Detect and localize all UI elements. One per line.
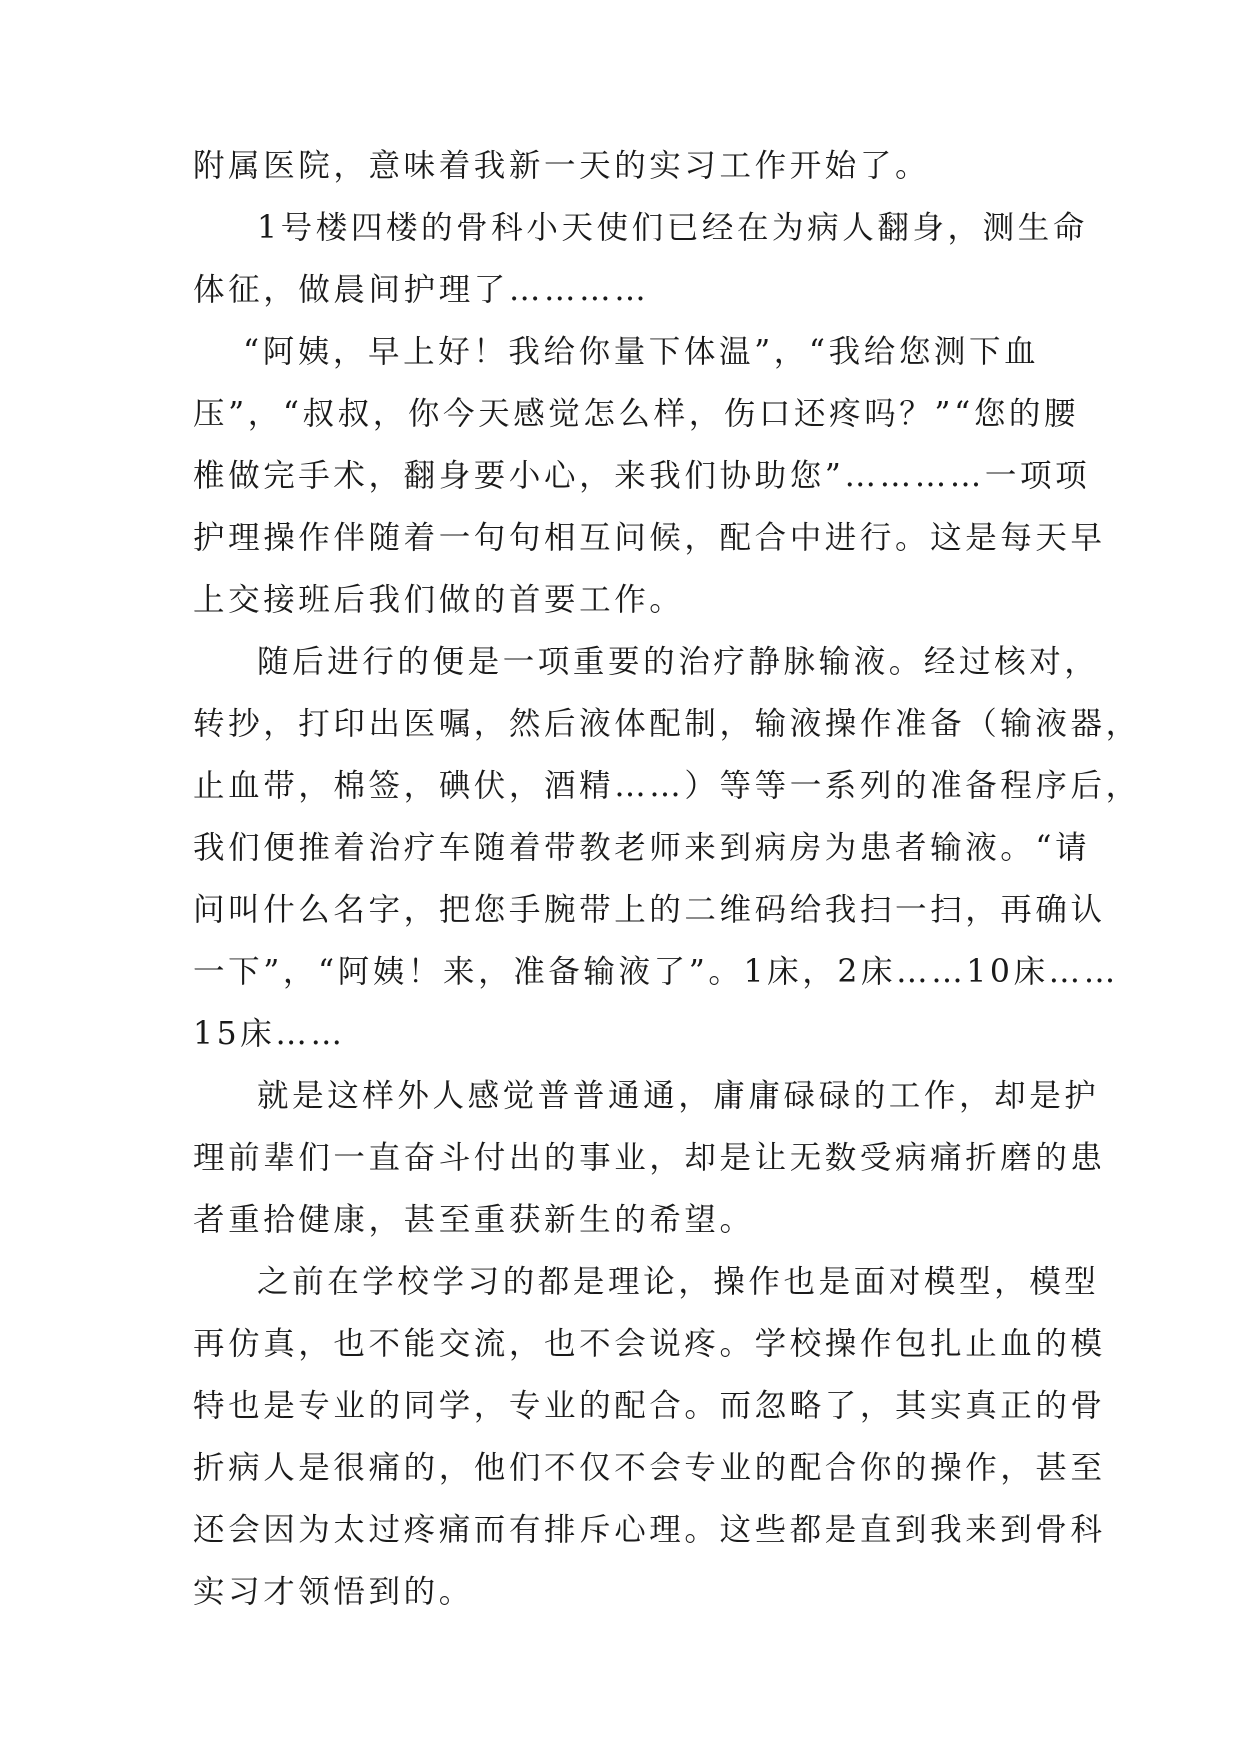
text-line: 一下”，“阿姨！来，准备输液了”。1床，2床……10床……	[193, 954, 1119, 990]
paragraph-start-line: 之前在学校学习的都是理论，操作也是面对模型，模型	[257, 1264, 1100, 1300]
text-line: 折病人是很痛的，他们不仅不会专业的配合你的操作，甚至	[193, 1450, 1106, 1486]
paragraph-start-line: 1号楼四楼的骨科小天使们已经在为病人翻身，测生命	[257, 210, 1088, 246]
text-line: 椎做完手术，翻身要小心，来我们协助您”…………一项项	[193, 458, 1091, 494]
text-line: 15床……	[193, 1016, 346, 1052]
text-line: 理前辈们一直奋斗付出的事业，却是让无数受病痛折磨的患	[193, 1140, 1106, 1176]
text-line: 上交接班后我们做的首要工作。	[193, 582, 685, 618]
paragraph-start-line: 随后进行的便是一项重要的治疗静脉输液。经过核对，	[257, 644, 1100, 680]
paragraph-start-line: 就是这样外人感觉普普通通，庸庸碌碌的工作，却是护	[257, 1078, 1100, 1114]
paragraph-start-line: “阿姨，早上好！我给你量下体温”，“我给您测下血	[243, 334, 1040, 370]
text-line: 压”，“叔叔，你今天感觉怎么样，伤口还疼吗？”“您的腰	[193, 396, 1080, 432]
text-line: 护理操作伴随着一句句相互问候，配合中进行。这是每天早	[193, 520, 1106, 556]
text-line: 止血带，棉签，碘伏，酒精……）等等一系列的准备程序后，	[193, 768, 1141, 804]
text-line: 者重拾健康，甚至重获新生的希望。	[193, 1202, 755, 1238]
text-line: 再仿真，也不能交流，也不会说疼。学校操作包扎止血的模	[193, 1326, 1106, 1362]
text-line: 附属医院，意味着我新一天的实习工作开始了。	[193, 148, 931, 184]
text-line: 转抄，打印出医嘱，然后液体配制，输液操作准备（输液器，	[193, 706, 1141, 742]
text-line: 特也是专业的同学，专业的配合。而忽略了，其实真正的骨	[193, 1388, 1106, 1424]
text-line: 实习才领悟到的。	[193, 1574, 474, 1610]
text-line: 我们便推着治疗车随着带教老师来到病房为患者输液。“请	[193, 830, 1091, 866]
text-line: 还会因为太过疼痛而有排斥心理。这些都是直到我来到骨科	[193, 1512, 1106, 1548]
text-line: 问叫什么名字，把您手腕带上的二维码给我扫一扫，再确认	[193, 892, 1106, 928]
text-line: 体征，做晨间护理了…………	[193, 272, 650, 308]
